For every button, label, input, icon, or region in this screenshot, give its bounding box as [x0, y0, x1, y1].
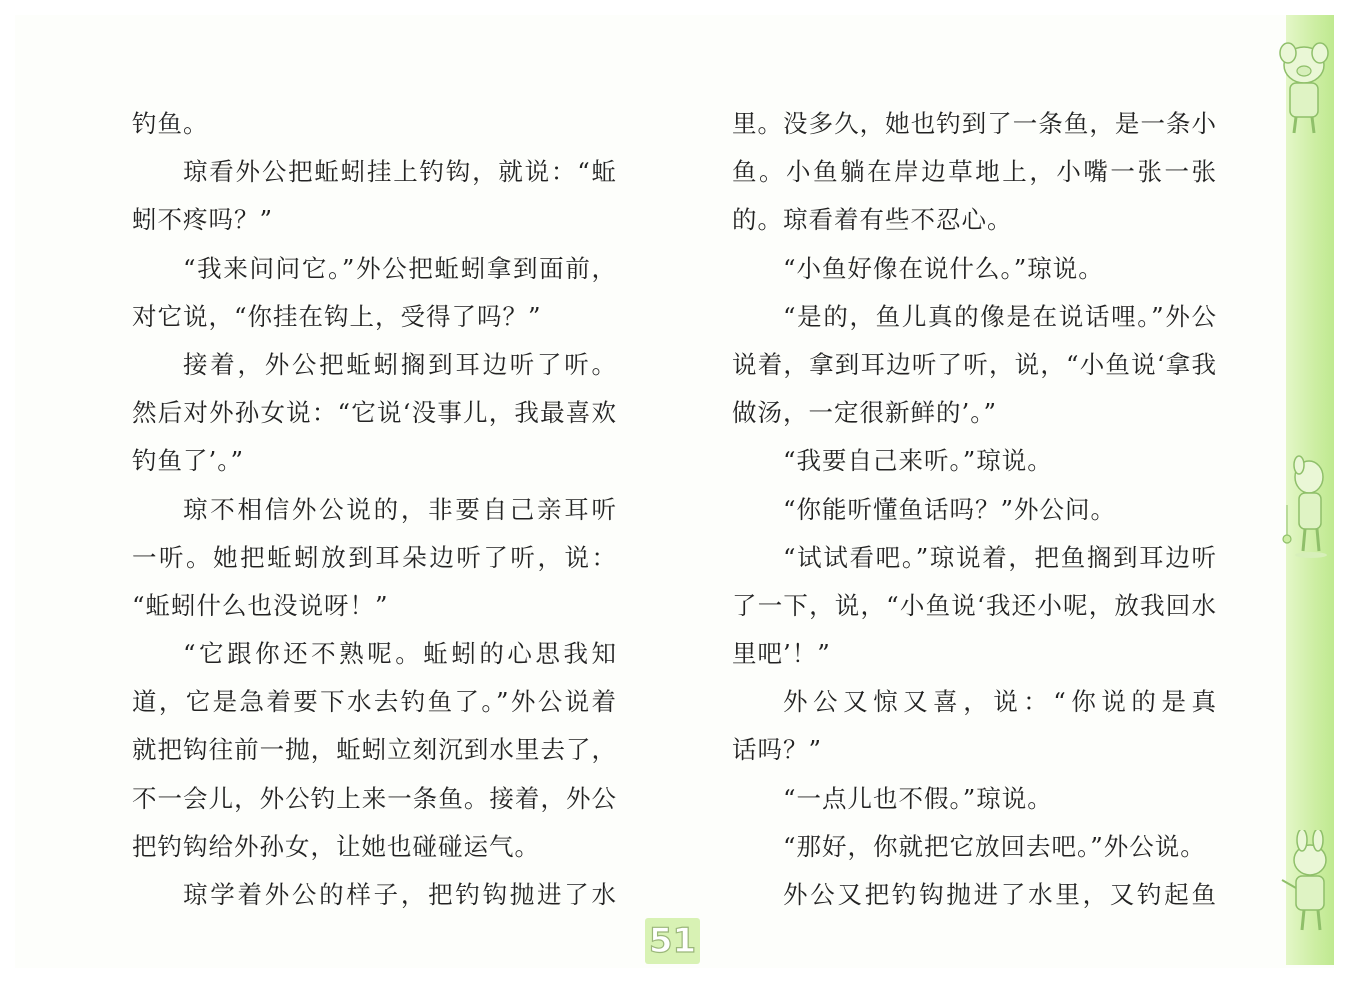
text-line: “你能听懂鱼话吗？”外公问。 [783, 494, 1117, 524]
text-line: 琼不相信外公说的，非要自己亲耳听 [183, 494, 617, 524]
text-line: “那好，你就把它放回去吧。”外公说。 [783, 831, 1206, 861]
text-line: 一听。她把蚯蚓放到耳朵边听了听，说： [132, 542, 617, 572]
cartoon-pig-figure-icon [1268, 35, 1338, 140]
text-line: “是的，鱼儿真的像是在说话哩。”外公 [783, 301, 1217, 331]
text-line: 琼学着外公的样子，把钓钩抛进了水 [183, 880, 617, 909]
cartoon-rabbit-figure-icon [1272, 830, 1340, 940]
text-line: “试试看吧。”琼说着，把鱼搁到耳边听 [783, 542, 1217, 572]
text-line: 了一下，说，“小鱼说‘我还小呢，放我回水 [732, 590, 1217, 620]
text-line: “它跟你还不熟呢。蚯蚓的心思我知 [183, 639, 617, 669]
text-line: “小鱼好像在说什么。”琼说。 [783, 253, 1104, 283]
page-number: 51 [645, 918, 700, 964]
text-line: 道，它是急着要下水去钓鱼了。”外公说着 [132, 687, 617, 717]
text-line: 里。没多久，她也钓到了一条鱼，是一条小 [732, 109, 1217, 138]
text-line: 对它说，“你挂在钩上，受得了吗？” [132, 301, 542, 331]
text-line: 蚓不疼吗？” [132, 205, 274, 235]
text-line: 外公又把钓钩抛进了水里，又钓起鱼 [783, 880, 1217, 909]
text-line: 做汤，一定很新鲜的’。” [732, 398, 998, 428]
text-line: 鱼。小鱼躺在岸边草地上，小嘴一张一张 [732, 157, 1217, 187]
text-line: 话吗？” [732, 735, 823, 765]
text-line: 然后对外孙女说：“它说‘没事儿，我最喜欢 [132, 398, 617, 428]
text-line: 把钓钩给外孙女，让她也碰碰运气。 [132, 831, 540, 861]
text-line: 琼看外公把蚯蚓挂上钓钩，就说：“蚯 [183, 157, 617, 187]
text-line: “我要自己来听。”琼说。 [783, 446, 1053, 476]
left-text-column [132, 100, 617, 919]
text-line: “我来问问它。”外公把蚯蚓拿到面前， [183, 253, 617, 283]
text-line: 说着，拿到耳边听了听，说，“小鱼说‘拿我 [732, 349, 1217, 379]
text-line: 的。琼看着有些不忍心。 [732, 205, 1013, 235]
text-line: 接着，外公把蚯蚓搁到耳边听了听。 [183, 349, 617, 379]
text-line: 里吧’！” [732, 639, 831, 669]
text-line: “一点儿也不假。”琼说。 [783, 783, 1053, 813]
text-line: 不一会儿，外公钓上来一条鱼。接着，外公 [132, 783, 617, 813]
text-line: 钓鱼。 [132, 109, 209, 138]
cartoon-dog-yoyo-figure-icon [1275, 455, 1337, 565]
text-line: 外公又惊又喜，说：“你说的是真 [783, 687, 1217, 717]
text-line: 钓鱼了’。” [132, 446, 245, 476]
text-line: 就把钩往前一抛，蚯蚓立刻沉到水里去了， [132, 735, 617, 765]
right-text-column [732, 100, 1217, 919]
text-line: “蚯蚓什么也没说呀！” [132, 590, 389, 620]
